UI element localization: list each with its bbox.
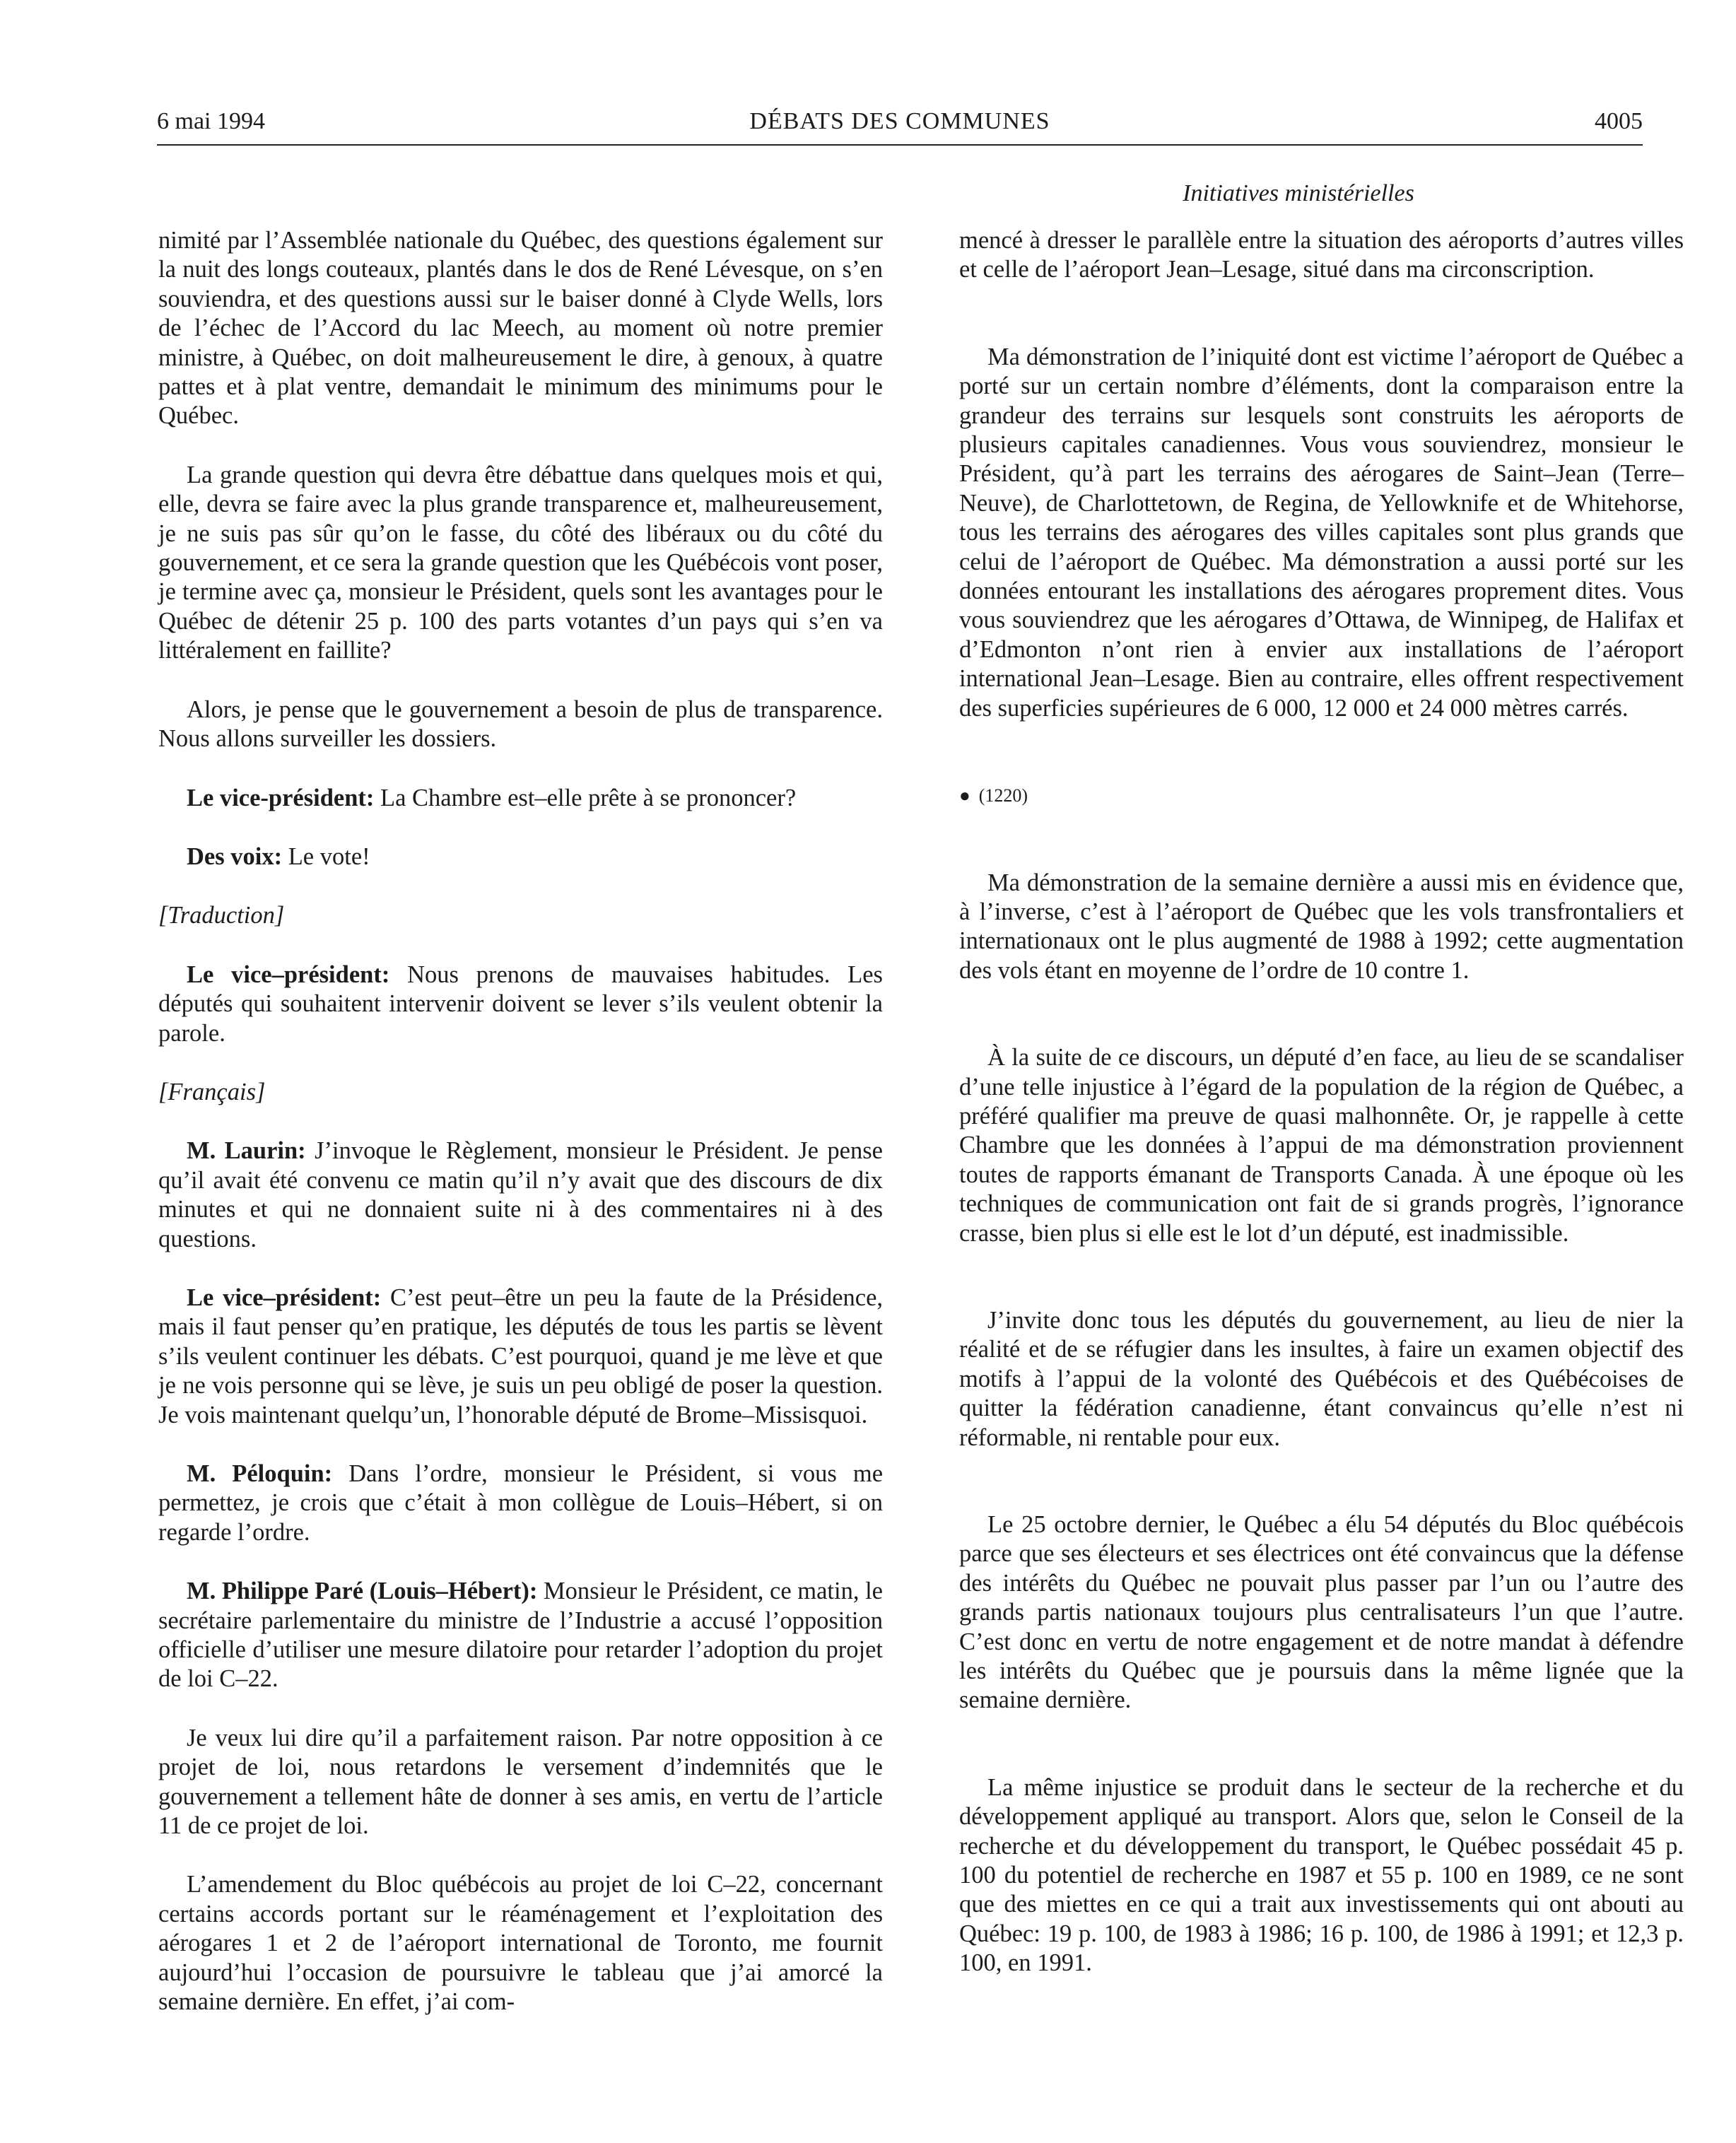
paragraph: À la suite de ce discours, un député d’en face, au lieu de se scandaliser d’une telle injustice à l’égard de la population de la région de Québec, a préféré qualifier ma preuve de quasi malhonnête. Or, je rappelle à cette Chambre que les données à l’appui de ma démonstration proviennent toutes de rapports émanant de Transports Canada. À une époque où les techniques de communication ont fait de si grands progrès, l’ignorance crasse, bien plus si elle est le lot d’un député, est inadmissible. <box>959 1044 1684 1247</box>
paragraph: mencé à dresser le parallèle entre la situation des aéroports d’autres villes et celle de l’aéroport Jean–Lesage, situé dans ma circonscription. <box>959 227 1684 283</box>
speaker-name: Des voix: <box>187 842 283 870</box>
speech: Le vice–président: Nous prenons de mauvaises habitudes. Les députés qui souhaitent intervenir doivent se lever s’ils veulent obtenir la parole. <box>158 961 883 1047</box>
paragraph: nimité par l’Assemblée nationale du Québec, des questions également sur la nuit des longs couteaux, plantés dans le dos de René Lévesque, on s’en souviendra, et des questions aussi sur le baiser donné à Clyde Wells, lors de l’échec de l’Accord du lac Meech, au moment où notre premier ministre, à Québec, on doit malheureusement le dire, à genoux, à quatre pattes et à plat ventre, demandait le minimum des minimums pour le Québec. <box>158 227 883 430</box>
paragraph: J’invite donc tous les députés du gouvernement, au lieu de nier la réalité et de se réfugier dans les insultes, à faire un examen objectif des motifs à l’appui de la volonté des Québécois et des Québécoises de quitter la fédération canadienne, étant convaincus qu’elle n’est ni réformable, ni rentable pour eux. <box>959 1306 1684 1451</box>
speech: Des voix: Le vote! <box>187 842 370 870</box>
speaker-name: Le vice-président: <box>187 784 375 811</box>
page-header <box>157 105 1643 144</box>
speech: M. Laurin: J’invoque le Règlement, monsieur le Président. Je pense qu’il avait été convenu ce matin qu’il n’y avait que des discours de dix minutes et qui ne donnaient suite ni à des commentaires ni à des questions. <box>158 1137 883 1252</box>
header-title: DÉBATS DES COMMUNES <box>749 108 1050 134</box>
right-column <box>959 226 1684 1978</box>
paragraph: Je veux lui dire qu’il a parfaitement raison. Par notre opposition à ce projet de loi, nous retardons le versement d’indemnités que le gouvernement a tellement hâte de donner à ses amis, en vertu de l’article 11 de ce projet de loi. <box>158 1724 883 1840</box>
paragraph: La même injustice se produit dans le secteur de la recherche et du développement appliqué au transport. Alors que, selon le Conseil de la recherche et du développement du transport, le Québec possédait 45 p. 100 du potentiel de recherche en 1987 et 55 p. 100 en 1989, ce ne sont que des miettes en ce qui a trait aux investissements qui ont abouti au Québec: 19 p. 100, de 1983 à 1986; 16 p. 100, de 1986 à 1991; et 12,3 p. 100, en 1991. <box>959 1773 1684 1977</box>
speech: M. Philippe Paré (Louis–Hébert): Monsieur le Président, ce matin, le secrétaire parlementaire du ministre de l’Industrie a accusé l’opposition officielle d’utiliser une mesure dilatoire pour retarder l’adoption du projet de loi C–22. <box>158 1578 883 1693</box>
speaker-name: M. Philippe Paré (Louis–Hébert): <box>187 1578 538 1605</box>
paragraph: Le 25 octobre dernier, le Québec a élu 54 députés du Bloc québécois parce que ses électeurs et ses électrices ont été convaincus que la défense des intérêts du Québec ne pouvait plus passer par l’un ou l’autre des grands partis nationaux toujours plus centralisateurs l’un que l’autre. C’est donc en vertu de notre engagement et de notre mandat à défendre les intérêts du Québec que je poursuis dans la même lignée que la semaine dernière. <box>959 1511 1684 1714</box>
paragraph: La grande question qui devra être débattue dans quelques mois et qui, elle, devra se faire avec la plus grande transparence et, malheureusement, je ne suis pas sûr qu’on le fasse, du côté des libéraux ou du côté du gouvernement, et ce sera la grande question que les Québécois vont poser, je termine avec ça, monsieur le Président, quels sont les avantages pour le Québec de détenir 25 p. 100 des parts votantes d’un pays qui s’en va littéralement en faillite? <box>158 461 883 664</box>
left-column <box>158 226 883 2017</box>
header-date: 6 mai 1994 <box>157 108 265 134</box>
speech: Le vice-président: La Chambre est–elle prête à se prononcer? <box>187 784 797 811</box>
speaker-name: Le vice–président: <box>187 1284 382 1311</box>
speaker-name: Le vice–président: <box>187 961 390 988</box>
paragraph: L’amendement du Bloc québécois au projet de loi C–22, concernant certains accords portant sur le réaménagement et l’exploitation des aérogares 1 et 2 de l’aéroport international de Toronto, me fournit aujourd’hui l’occasion de poursuivre le tableau que j’ai amorcé la semaine dernière. En effet, j’ai com- <box>158 1871 883 2016</box>
language-tag: [Traduction] <box>158 902 285 929</box>
bullet-icon: ● <box>959 785 970 806</box>
speaker-name: M. Laurin: <box>187 1137 306 1165</box>
header-rule <box>157 144 1643 146</box>
paragraph: Ma démonstration de l’iniquité dont est victime l’aéroport de Québec a porté sur un certain nombre d’éléments, dont la comparaison entre la grandeur des terrains sur lesquels sont construits les aéroports de plusieurs capitales canadiennes. Vous vous souviendrez, monsieur le Président, qu’à part les terrains des aérogares de Saint–Jean (Terre–Neuve), de Charlottetown, de Regina, de Yellowknife et de Whitehorse, tous les terrains des aérogares des villes capitales sont plus grands que celui de l’aéroport de Québec. Ma démonstration a aussi porté sur les données entourant les installations des aérogares proprement dites. Vous vous souviendrez que les aérogares d’Ottawa, de Winnipeg, de Halifax et d’Edmonton n’ont rien à envier aux installations de l’aéroport international Jean–Lesage. Bien au contraire, elles offrent respectivement des superficies supérieures de 6 000, 12 000 et 24 000 mètres carrés. <box>959 343 1684 722</box>
time-marker: ● (1220) <box>959 785 1028 806</box>
header-page-number: 4005 <box>1595 108 1643 134</box>
paragraph: Alors, je pense que le gouvernement a besoin de plus de transparence. Nous allons surveiller les dossiers. <box>158 695 883 753</box>
speech: M. Péloquin: Dans l’ordre, monsieur le Président, si vous me permettez, je crois que c’était à mon collègue de Louis–Hébert, si on regarde l’ordre. <box>158 1460 884 1546</box>
speech: Le vice–président: C’est peut–être un peu la faute de la Présidence, mais il faut penser qu’en pratique, les députés de tous les partis se lèvent s’ils veulent continuer les débats. C’est pourquoi, quand je me lève et que je ne vois personne qui se lève, je suis un peu obligé de poser la question. Je vois maintenant quelqu’un, l’honorable député de Brome–Missisquoi. <box>158 1284 884 1428</box>
paragraph: Ma démonstration de la semaine dernière a aussi mis en évidence que, à l’inverse, c’est à l’aéroport de Québec que les vols transfrontaliers et internationaux ont le plus augmenté de 1988 à 1992; cette augmentation des vols étant en moyenne de l’ordre de 10 contre 1. <box>959 869 1684 984</box>
language-tag: [Français] <box>158 1078 266 1105</box>
running-head: Initiatives ministérielles <box>1183 180 1414 206</box>
speaker-name: M. Péloquin: <box>187 1460 333 1487</box>
